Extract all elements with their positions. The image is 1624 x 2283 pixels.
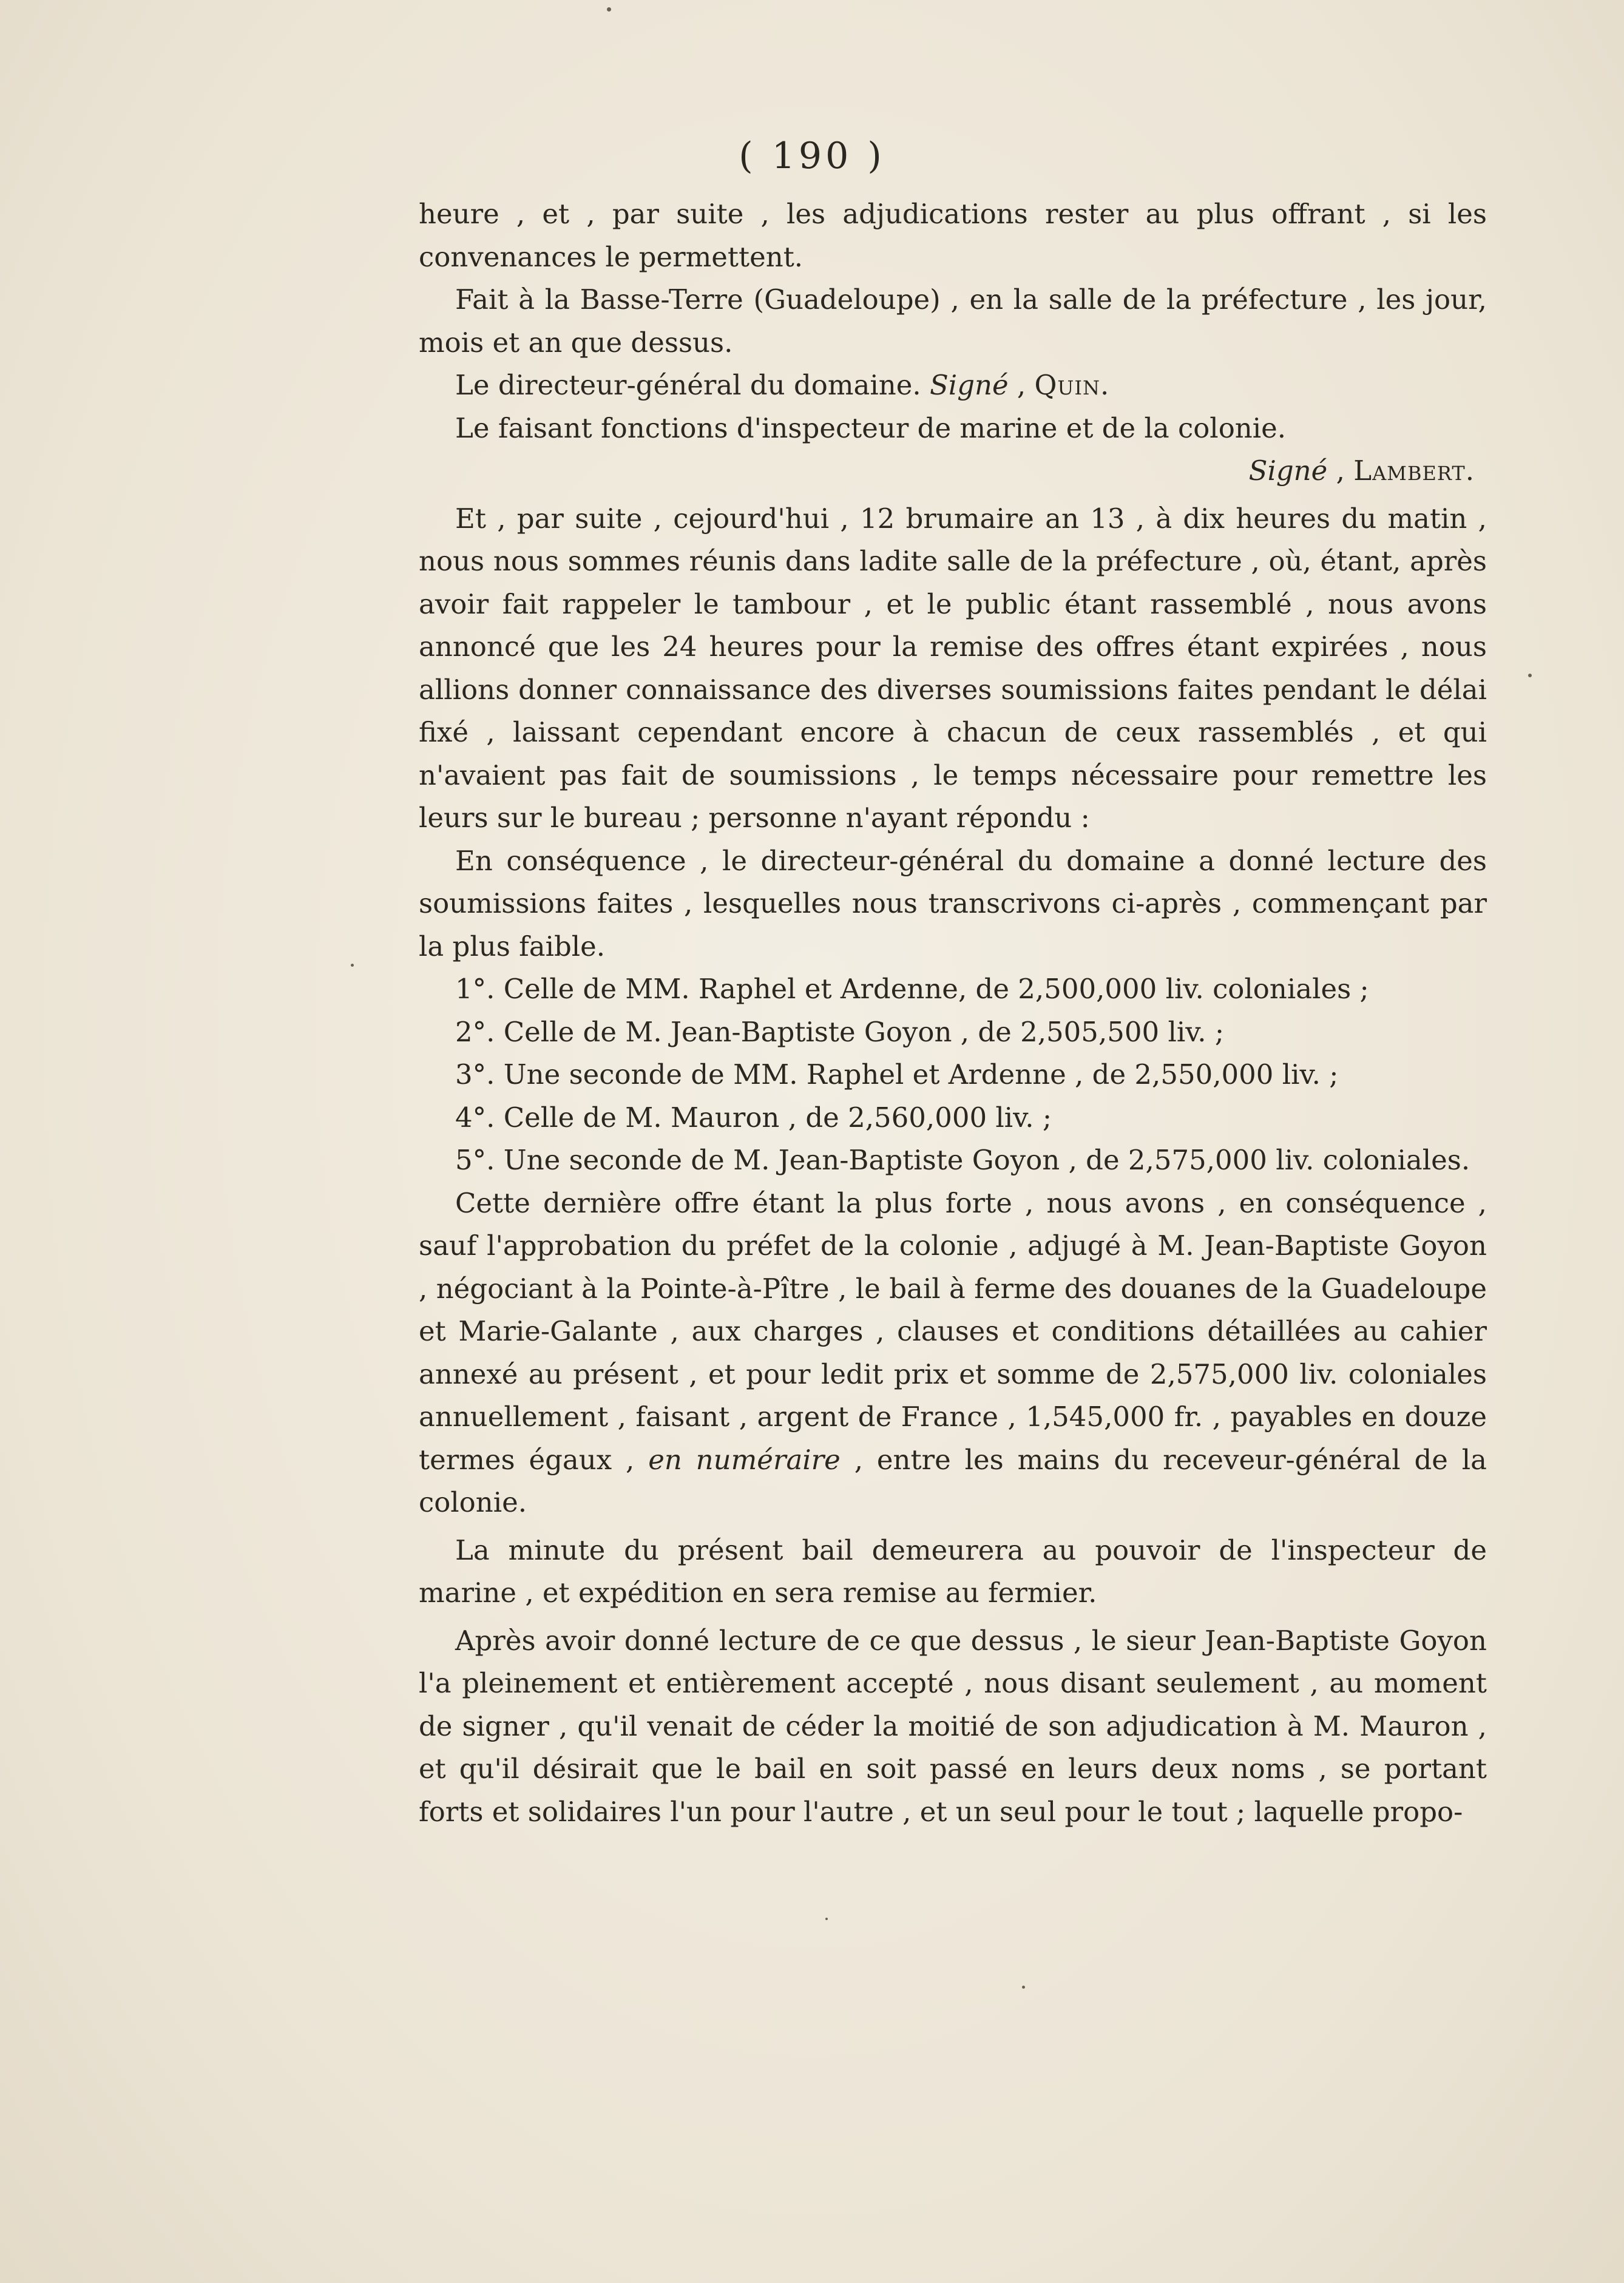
offer-item: 2°. Celle de M. Jean-Baptiste Goyon , de 2,505,500 liv. ; bbox=[455, 1015, 1225, 1048]
adjudication-text-end: , entre les mains du receveur-général de la colonie. bbox=[419, 1443, 1487, 1518]
paper-speck bbox=[607, 7, 611, 12]
paragraph-adjudication bbox=[419, 1182, 1487, 1524]
signature-line-director: Le directeur-général du domaine. Signé , Quin. bbox=[455, 369, 1110, 401]
paper-speck bbox=[1022, 1986, 1025, 1989]
offer-item: 1°. Celle de MM. Raphel et Ardenne, de 2,500,000 liv. coloniales ; bbox=[455, 973, 1369, 1005]
body-text bbox=[419, 193, 1487, 1833]
page-number: ( 190 ) bbox=[739, 135, 885, 177]
paragraph-acceptance: Après avoir donné lecture de ce que dessus , le sieur Jean-Baptiste Goyon l'a pleinement et entièrement accepté , nous disant seulement , au moment de signer , qu'il venait de céder la moitié de son adjudication à M. Mauron , et qu'il désirait que le bail en soit passé en leurs deux noms , se portant forts et solidaires l'un pour l'autre , et un seul pour le tout ; laquelle propo- bbox=[419, 1624, 1487, 1828]
adjudication-text: Cette dernière offre étant la plus forte , nous avons , en conséquence , sauf l'approbation du préfet de la colonie , adjugé à M. Jean-Baptiste Goyon , négociant à la Pointe-à-Pître , le bail à ferme des douanes de la Guadeloupe et Marie-Galante , aux charges , clauses et conditions détaillées au cahier annexé au présent , et pour ledit prix et somme de 2,575,000 liv. coloniales annuellement , faisant , argent de France , 1,545,000 fr. , payables en douze termes égaux , bbox=[419, 1186, 1487, 1476]
director-title: Le directeur-général du domaine. bbox=[455, 369, 930, 401]
paragraph-minute: La minute du présent bail demeurera au pouvoir de l'inspecteur de marine , et expédition en sera remise au fermier. bbox=[419, 1534, 1487, 1609]
signatory-name: Quin. bbox=[1034, 369, 1110, 401]
signe-label: Signé bbox=[929, 369, 1009, 401]
offer-item: 4°. Celle de M. Mauron , de 2,560,000 liv. ; bbox=[455, 1101, 1052, 1134]
paragraph-session: Et , par suite , cejourd'hui , 12 brumaire an 13 , à dix heures du matin , nous nous sommes réunis dans ladite salle de la préfecture , où, étant, après avoir fait rappeler le tambour , et le public étant rassemblé , nous avons annoncé que les 24 heures pour la remise des offres étant expirées , nous allions donner connaissance des diverses soumissions faites pendant le délai fixé , laissant cependant encore à chacun de ceux rassemblés , et qui n'avaient pas fait de soumissions , le temps nécessaire pour remettre les leurs sur le bureau ; personne n'ayant répondu : bbox=[419, 502, 1487, 834]
paper-speck bbox=[825, 1918, 828, 1920]
offer-item: 5°. Une seconde de M. Jean-Baptiste Goyon , de 2,575,000 liv. coloniales. bbox=[455, 1144, 1470, 1176]
inspector-title: Le faisant fonctions d'inspecteur de marine et de la colonie. bbox=[455, 411, 1287, 444]
emphasis-numeraire: en numéraire bbox=[648, 1443, 841, 1476]
paragraph-place-date: Fait à la Basse-Terre (Guadeloupe) , en la salle de la préfecture , les jour, mois et an que dessus. bbox=[419, 283, 1487, 359]
signature-line-inspector: Signé , Lambert. bbox=[1248, 455, 1475, 487]
paragraph-reading: En conséquence , le directeur-général du domaine a donné lecture des soumissions faites , lesquelles nous transcrivons ci-après , commençant par la plus faible. bbox=[419, 844, 1487, 962]
signatory-name: Lambert. bbox=[1353, 455, 1475, 487]
signe-label: Signé bbox=[1248, 455, 1328, 487]
paper-speck bbox=[351, 964, 354, 967]
paragraph-continuation: heure , et , par suite , les adjudications rester au plus offrant , si les convenances le permettent. bbox=[419, 198, 1487, 273]
paper-speck bbox=[1528, 674, 1532, 677]
offer-item: 3°. Une seconde de MM. Raphel et Ardenne , de 2,550,000 liv. ; bbox=[455, 1058, 1339, 1091]
